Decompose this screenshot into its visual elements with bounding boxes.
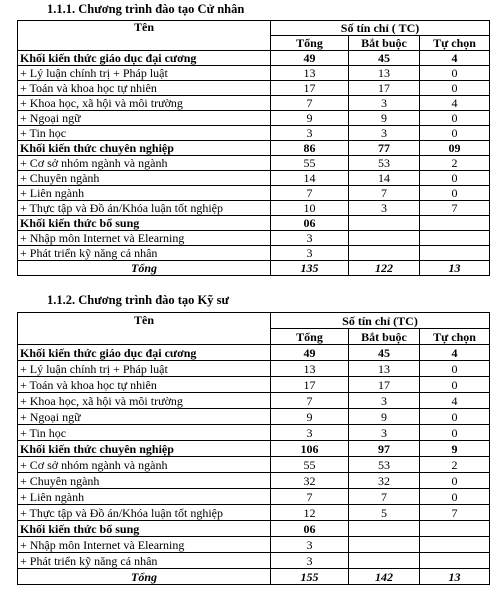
cell-name: Khối kiến thức giáo dục đại cương (18, 345, 271, 361)
cell-elective: 9 (420, 441, 490, 457)
cell-name: + Nhập môn Internet và Elearning (18, 537, 271, 553)
cell-elective (420, 521, 490, 537)
cell-total: 14 (271, 171, 349, 186)
cell-name: + Khoa học, xã hội và môi trường (18, 96, 271, 111)
cell-total: 9 (271, 111, 349, 126)
cell-required: 7 (349, 186, 420, 201)
cell-total: 17 (271, 81, 349, 96)
cell-elective: 4 (420, 393, 490, 409)
cell-name: + Khoa học, xã hội và môi trường (18, 393, 271, 409)
cell-name: Khối kiến thức giáo dục đại cương (18, 51, 271, 66)
cell-name: Khối kiến thức chuyên nghiệp (18, 441, 271, 457)
table-row (18, 425, 490, 441)
cell-total: 49 (271, 51, 349, 66)
cell-elective: 0 (420, 81, 490, 96)
table-row (18, 126, 490, 141)
total-row (18, 261, 490, 276)
cell-required: 5 (349, 505, 420, 521)
cell-name: + Phát triển kỹ năng cá nhân (18, 553, 271, 569)
cell-elective: 2 (420, 457, 490, 473)
header-required: Bắt buộc (349, 36, 420, 51)
header-name: Tên (18, 21, 271, 51)
table-row (18, 96, 490, 111)
cell-required: 13 (349, 66, 420, 81)
cell-required: 17 (349, 81, 420, 96)
table-row (18, 361, 490, 377)
cell-total: 49 (271, 345, 349, 361)
cell-elective: 7 (420, 505, 490, 521)
cell-total: 3 (271, 126, 349, 141)
cell-required (349, 521, 420, 537)
cell-total: 55 (271, 156, 349, 171)
table-row (18, 457, 490, 473)
table-row (18, 505, 490, 521)
total-elective: 13 (420, 261, 490, 276)
cell-required: 45 (349, 51, 420, 66)
cell-required (349, 231, 420, 246)
cell-elective (420, 231, 490, 246)
header-total: Tổng (271, 36, 349, 51)
table-row (18, 409, 490, 425)
cell-required (349, 216, 420, 231)
cell-required: 3 (349, 126, 420, 141)
header-credits: Số tín chỉ (TC) (271, 313, 490, 329)
cell-name: Khối kiến thức chuyên nghiệp (18, 141, 271, 156)
cell-required: 3 (349, 393, 420, 409)
cell-required (349, 537, 420, 553)
cell-required: 14 (349, 171, 420, 186)
cell-total: 32 (271, 473, 349, 489)
cell-elective: 2 (420, 156, 490, 171)
cell-required: 3 (349, 425, 420, 441)
table-row (18, 186, 490, 201)
header-elective: Tự chọn (420, 36, 490, 51)
cell-required: 53 (349, 156, 420, 171)
cell-required: 3 (349, 96, 420, 111)
total-required: 122 (349, 261, 420, 276)
cell-total: 86 (271, 141, 349, 156)
cell-required: 77 (349, 141, 420, 156)
table-row (18, 553, 490, 569)
cell-total: 3 (271, 537, 349, 553)
table-row (18, 246, 490, 261)
total-total: 155 (271, 569, 349, 585)
cell-required: 7 (349, 489, 420, 505)
cell-name: + Thực tập và Đồ án/Khóa luận tốt nghiệp (18, 201, 271, 216)
cell-total: 12 (271, 505, 349, 521)
cell-total: 13 (271, 361, 349, 377)
cell-elective (420, 553, 490, 569)
cell-name: + Tin học (18, 425, 271, 441)
cell-elective: 0 (420, 186, 490, 201)
table-row (18, 489, 490, 505)
cell-name: + Nhập môn Internet và Elearning (18, 231, 271, 246)
table-body (18, 51, 490, 276)
cell-elective: 0 (420, 425, 490, 441)
cell-name: + Chuyên ngành (18, 171, 271, 186)
table-row (18, 66, 490, 81)
cell-name: + Lý luận chính trị + Pháp luật (18, 66, 271, 81)
cell-total: 3 (271, 425, 349, 441)
cell-name: Khối kiến thức bổ sung (18, 521, 271, 537)
total-label: Tổng (18, 569, 271, 585)
total-elective: 13 (420, 569, 490, 585)
cell-name: + Lý luận chính trị + Pháp luật (18, 361, 271, 377)
table-row (18, 81, 490, 96)
cell-required: 9 (349, 111, 420, 126)
cell-elective: 0 (420, 409, 490, 425)
cell-name: + Toán và khoa học tự nhiên (18, 81, 271, 96)
cell-name: Khối kiến thức bổ sung (18, 216, 271, 231)
table-row (18, 231, 490, 246)
cell-required: 97 (349, 441, 420, 457)
table-body (18, 345, 490, 585)
group-row (18, 141, 490, 156)
header-name: Tên (18, 313, 271, 345)
cell-total: 3 (271, 246, 349, 261)
total-row (18, 569, 490, 585)
group-row (18, 345, 490, 361)
cell-name: + Phát triển kỹ năng cá nhân (18, 246, 271, 261)
cell-total: 13 (271, 66, 349, 81)
cell-total: 7 (271, 489, 349, 505)
cell-total: 3 (271, 553, 349, 569)
cell-elective (420, 246, 490, 261)
cell-elective: 0 (420, 489, 490, 505)
table-row (18, 201, 490, 216)
cell-total: 17 (271, 377, 349, 393)
cell-name: + Ngoại ngữ (18, 111, 271, 126)
total-required: 142 (349, 569, 420, 585)
cell-total: 7 (271, 186, 349, 201)
cell-elective: 0 (420, 361, 490, 377)
cell-total: 3 (271, 231, 349, 246)
cell-required: 53 (349, 457, 420, 473)
cell-required: 9 (349, 409, 420, 425)
cell-required: 3 (349, 201, 420, 216)
cell-elective: 7 (420, 201, 490, 216)
cell-elective: 0 (420, 66, 490, 81)
cell-total: 06 (271, 216, 349, 231)
cell-name: + Liên ngành (18, 186, 271, 201)
cell-name: + Cơ sở nhóm ngành và ngành (18, 457, 271, 473)
cell-elective: 0 (420, 377, 490, 393)
cell-name: + Cơ sở nhóm ngành và ngành (18, 156, 271, 171)
cell-required (349, 553, 420, 569)
cell-name: + Tin học (18, 126, 271, 141)
cell-elective: 0 (420, 473, 490, 489)
credits-table (17, 20, 490, 276)
table-row (18, 537, 490, 553)
cell-total: 10 (271, 201, 349, 216)
cell-total: 9 (271, 409, 349, 425)
header-total: Tổng (271, 329, 349, 345)
group-row (18, 216, 490, 231)
header-required: Bắt buộc (349, 329, 420, 345)
cell-elective (420, 216, 490, 231)
total-total: 135 (271, 261, 349, 276)
cell-total: 06 (271, 521, 349, 537)
cell-elective: 0 (420, 171, 490, 186)
cell-elective (420, 537, 490, 553)
group-row (18, 521, 490, 537)
table-row (18, 393, 490, 409)
header-elective: Tự chọn (420, 329, 490, 345)
table-row (18, 473, 490, 489)
cell-total: 55 (271, 457, 349, 473)
cell-name: + Thực tập và Đồ án/Khóa luận tốt nghiệp (18, 505, 271, 521)
section-heading: 1.1.2. Chương trình đào tạo Kỹ sư (47, 293, 230, 307)
cell-required: 32 (349, 473, 420, 489)
cell-total: 106 (271, 441, 349, 457)
cell-required: 13 (349, 361, 420, 377)
cell-total: 7 (271, 393, 349, 409)
cell-elective: 4 (420, 96, 490, 111)
cell-name: + Toán và khoa học tự nhiên (18, 377, 271, 393)
cell-elective: 0 (420, 111, 490, 126)
cell-required (349, 246, 420, 261)
cell-elective: 4 (420, 345, 490, 361)
cell-name: + Liên ngành (18, 489, 271, 505)
cell-name: + Chuyên ngành (18, 473, 271, 489)
cell-required: 45 (349, 345, 420, 361)
table-row (18, 111, 490, 126)
credits-table (17, 312, 490, 585)
cell-elective: 0 (420, 126, 490, 141)
cell-required: 17 (349, 377, 420, 393)
cell-elective: 4 (420, 51, 490, 66)
cell-elective: 09 (420, 141, 490, 156)
total-label: Tổng (18, 261, 271, 276)
cell-total: 7 (271, 96, 349, 111)
group-row (18, 51, 490, 66)
table-row (18, 156, 490, 171)
group-row (18, 441, 490, 457)
header-credits: Số tín chỉ ( TC) (271, 21, 490, 36)
section-heading: 1.1.1. Chương trình đào tạo Cử nhân (47, 2, 245, 16)
cell-name: + Ngoại ngữ (18, 409, 271, 425)
table-row (18, 377, 490, 393)
table-row (18, 171, 490, 186)
